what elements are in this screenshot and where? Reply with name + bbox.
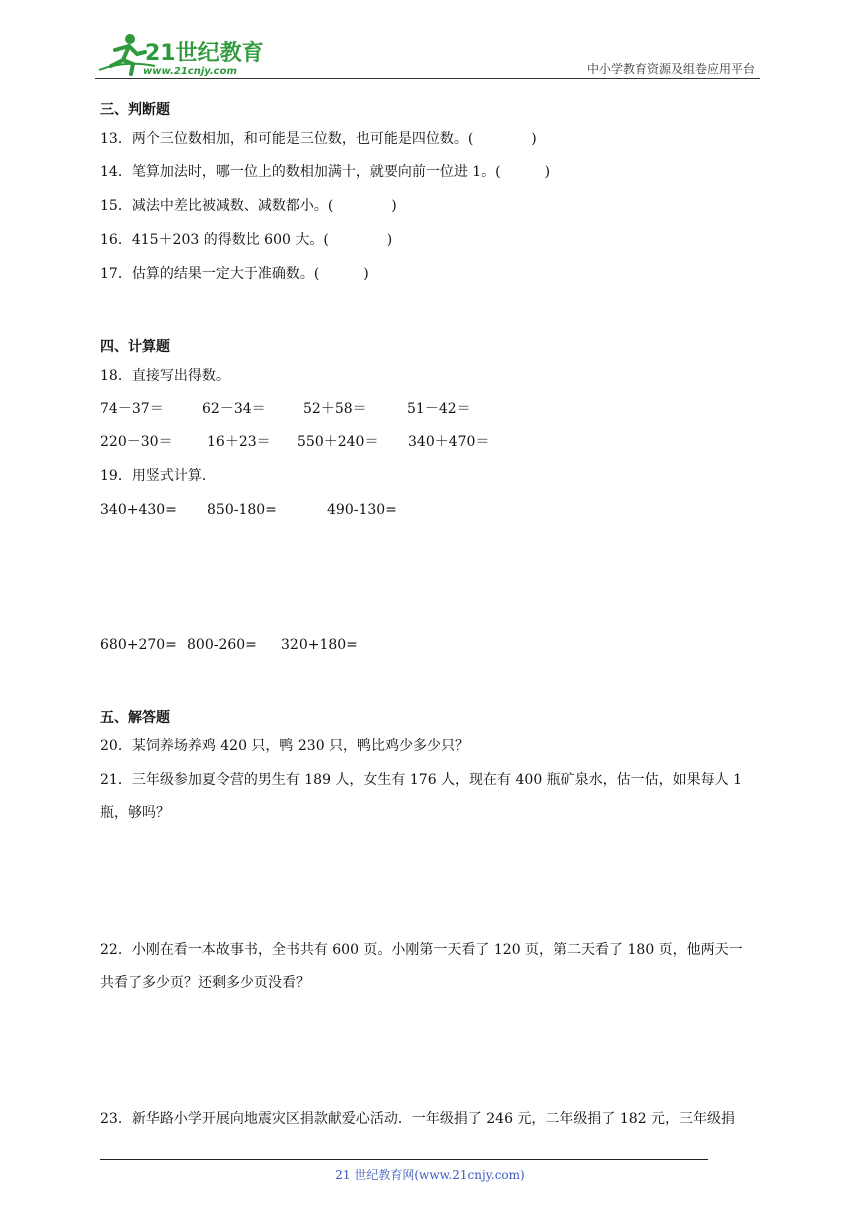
paren-close: ) [544, 164, 551, 180]
logo-url: www.21cnjy.com [143, 66, 237, 77]
logo-text: 21世纪教育 [145, 41, 264, 66]
question-15-text: 15．减法中差比被减数、减数都小。( [100, 198, 334, 214]
site-logo [95, 30, 265, 78]
vertical-calc-item: 490-130= [327, 502, 397, 518]
question-14-text: 14．笔算加法时，哪一位上的数相加满十，就要向前一位进 1。( [100, 164, 501, 180]
vertical-calc-item: 680+270= [100, 637, 177, 653]
calc-item: 340＋470＝ [408, 434, 490, 450]
calc-item: 52＋58＝ [303, 401, 367, 417]
calc-item: 16＋23＝ [207, 434, 271, 450]
footer-link[interactable]: 21 世纪教育网(www.21cnjy.com) [335, 1168, 525, 1182]
question-17 [100, 265, 369, 283]
question-22-line1: 22．小刚在看一本故事书，全书共有 600 页。小刚第一天看了 120 页，第二天看了 180 页，他两天一 [100, 942, 743, 958]
question-22-line2: 共看了多少页？还剩多少页没看？ [100, 975, 310, 991]
calc-item: 62－34＝ [202, 401, 266, 417]
page-header [95, 30, 760, 80]
vertical-calc-item: 340+430= [100, 502, 177, 518]
section-title-problems: 五、解答题 [100, 710, 170, 726]
question-23-line1: 23．新华路小学开展向地震灾区捐款献爱心活动．一年级捐了 246 元，二年级捐了 182 元，三年级捐 [100, 1111, 736, 1127]
calc-item: 74－37＝ [100, 401, 164, 417]
question-20-text: 20．某饲养场养鸡 420 只，鸭 230 只，鸭比鸡少多少只？ [100, 738, 470, 754]
paren-close: ) [363, 266, 369, 282]
question-19-text: 19．用竖式计算. [100, 468, 207, 484]
platform-name: 中小学教育资源及组卷应用平台 [586, 62, 755, 76]
question-21-line1: 21．三年级参加夏令营的男生有 189 人，女生有 176 人，现在有 400 瓶矿泉水，估一估，如果每人 1 [100, 772, 743, 788]
paren-close: ) [531, 131, 537, 147]
footer-divider [100, 1159, 708, 1160]
question-21-line2: 瓶，够吗？ [100, 805, 170, 821]
paren-close: ) [391, 198, 397, 214]
question-16 [100, 231, 392, 249]
question-13-text: 13．两个三位数相加，和可能是三位数，也可能是四位数。( [100, 131, 474, 147]
paren-close: ) [386, 232, 393, 248]
question-16-text: 16．415＋203 的得数比 600 大。( [100, 232, 329, 248]
vertical-calc-item: 320+180= [281, 637, 358, 653]
section-title-judgement: 三、判断题 [100, 102, 170, 118]
vertical-calc-item: 800-260= [187, 637, 257, 653]
calc-item: 51－42＝ [407, 401, 471, 417]
question-15 [100, 197, 397, 215]
calc-item: 220－30＝ [100, 434, 173, 450]
question-14 [100, 163, 550, 181]
question-18-text: 18．直接写出得数。 [100, 368, 230, 384]
question-17-text: 17．估算的结果一定大于准确数。( [100, 266, 320, 282]
header-divider [95, 78, 760, 79]
vertical-calc-item: 850-180= [207, 502, 277, 518]
section-title-calculation: 四、计算题 [100, 339, 170, 355]
question-13 [100, 130, 537, 148]
calc-item: 550＋240＝ [297, 434, 379, 450]
